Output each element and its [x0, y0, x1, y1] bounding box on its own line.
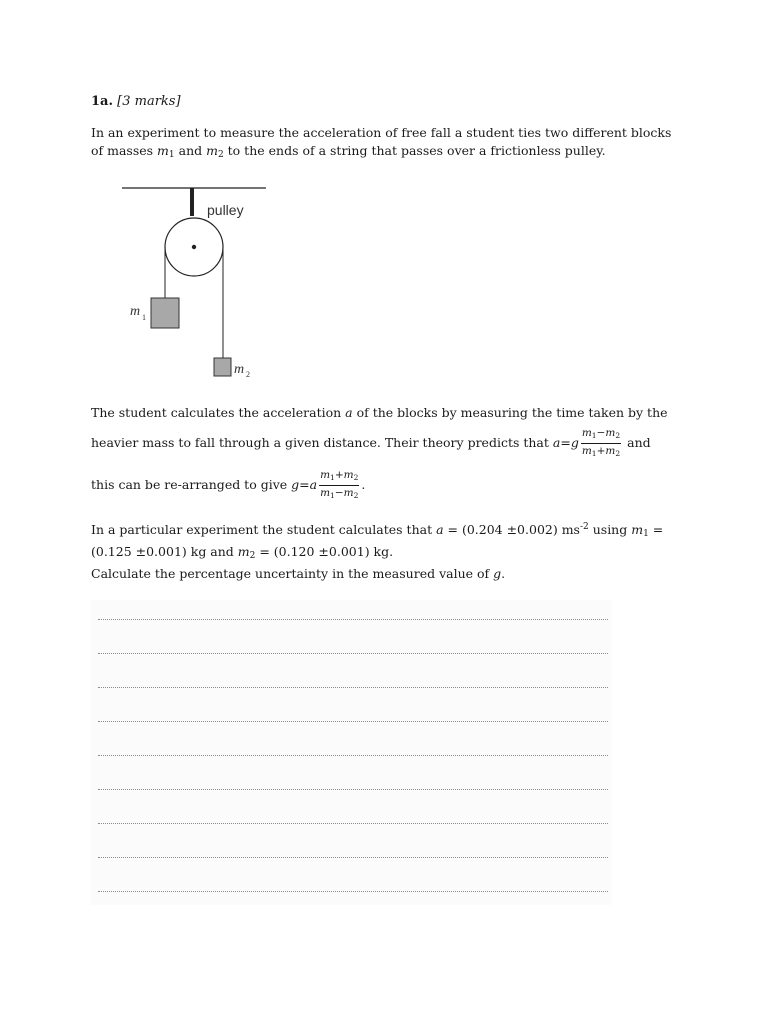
mass1-label: m — [130, 304, 141, 319]
intro-line-1: In an experiment to measure the acceleration of free fall a student ties two different blocks — [91, 125, 672, 140]
equation-2-fraction: $\frac{m1+m2}{m1-m2}$ — [320, 469, 359, 500]
pulley-label: pulley — [207, 202, 244, 218]
answer-line[interactable] — [98, 789, 608, 790]
task-text: Calculate the percentage uncertainty in the measured value of g. — [91, 566, 506, 581]
theory-line-1: The student calculates the acceleration a of the blocks by measuring the time taken by the — [91, 405, 668, 420]
answer-line[interactable] — [98, 823, 608, 824]
answer-line[interactable] — [98, 857, 608, 858]
answer-area[interactable] — [91, 600, 611, 905]
question-heading — [91, 94, 181, 110]
equation-2-lhs: g=a — [291, 477, 318, 492]
block-m1 — [151, 298, 179, 328]
answer-line[interactable] — [98, 687, 608, 688]
answer-line[interactable] — [98, 721, 608, 722]
equation-1-lhs: a=g — [552, 435, 579, 450]
theory-line-2: heavier mass to fall through a given distance. Their theory predicts that a=g $\frac{m1-m2}{m1+m2}$ and — [91, 427, 651, 458]
mass2-sub: 2 — [246, 370, 250, 379]
answer-line[interactable] — [98, 755, 608, 756]
mass1-sub: 1 — [142, 313, 146, 322]
theory-line-3: this can be re-arranged to give g=a $\frac{m1+m2}{m1-m2}$ . — [91, 469, 366, 500]
question-marks: [3 marks] — [117, 94, 181, 109]
equation-1-fraction: $\frac{m1-m2}{m1+m2}$ — [581, 427, 621, 458]
answer-line[interactable] — [98, 653, 608, 654]
answer-line[interactable] — [98, 619, 608, 620]
intro-paragraph: In an experiment to measure the acceleration of free fall a student ties two different blocks of masses $m_1$ and $m_2$ to the ends of a string that passes over a frictionless pulley. — [91, 125, 672, 160]
pulley-diagram — [118, 180, 278, 390]
pulley-axle — [192, 245, 196, 249]
question-number: 1a. — [91, 94, 113, 109]
experiment-paragraph: In a particular experiment the student calculates that a = (0.204 ±0.002) $ms^{-2}$ using $m_1$ = (0.125 ±0.001) kg and $m_2 = (0.120 \pm 0.001)$ kg. — [91, 522, 664, 561]
answer-line[interactable] — [98, 891, 608, 892]
block-m2 — [214, 358, 231, 376]
mass2-label: m — [234, 362, 245, 377]
pulley-support — [190, 188, 194, 216]
